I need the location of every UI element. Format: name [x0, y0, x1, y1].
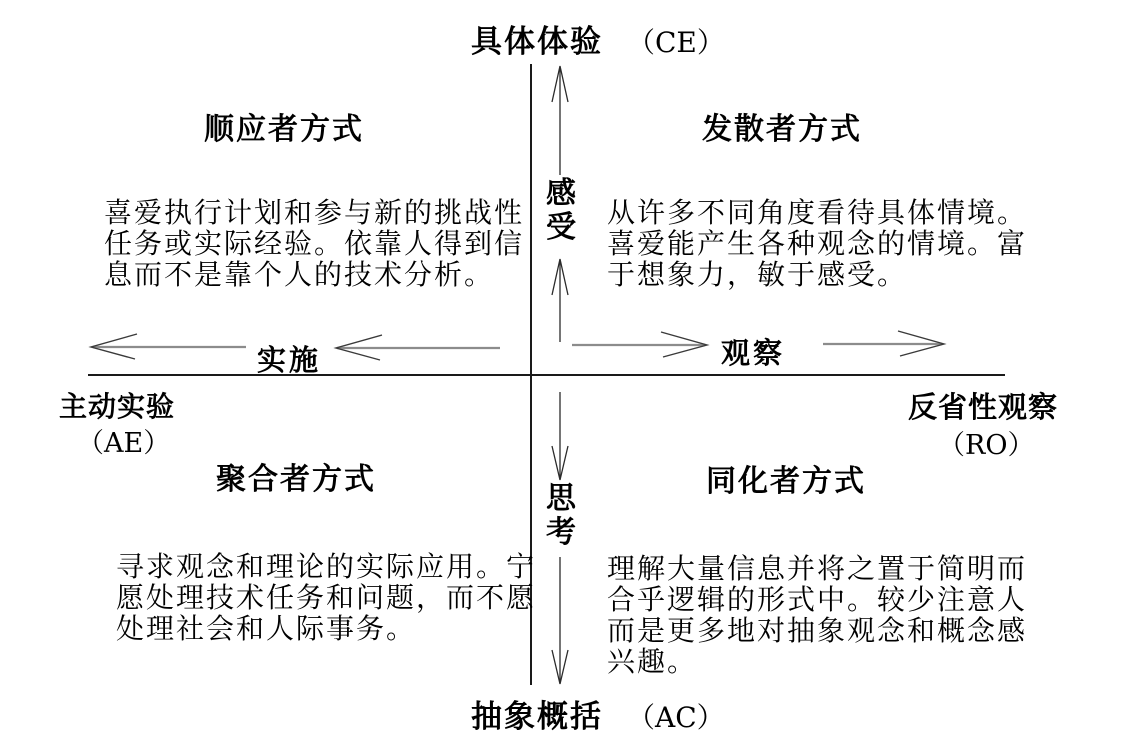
axis-word-watching: 观察: [721, 336, 786, 370]
pole-bottom-code: （AC）: [627, 701, 725, 734]
axis-word-feeling: 感受: [546, 176, 576, 245]
pole-reflective-observation: 反省性观察: [908, 390, 1059, 424]
pole-active-experimentation: 主动实验: [59, 390, 176, 423]
quadrant-description-converger: 寻求观念和理论的实际应用。宁愿处理技术任务和问题，而不愿处理社会和人际事务。: [116, 550, 537, 645]
quadrant-title-diverger: 发散者方式: [702, 112, 862, 147]
pole-right-code: （RO）: [938, 430, 1035, 461]
axis-word-doing: 实施: [257, 343, 322, 377]
pole-left-code: （AE）: [77, 428, 171, 459]
pole-top-code: （CE）: [627, 26, 725, 59]
pole-bottom-label: 抽象概括: [471, 699, 603, 735]
pole-concrete-experience: [471, 16, 725, 61]
quadrant-description-diverger: 从许多不同角度看待具体情境。喜爱能产生各种观念的情境。富于想象力，敏于感受。: [607, 196, 1028, 291]
quadrant-description-accommodator: 喜爱执行计划和参与新的挑战性任务或实际经验。依靠人得到信息而不是靠个人的技术分析。: [104, 196, 525, 291]
quadrant-title-assimilator: 同化者方式: [706, 464, 866, 499]
quadrant-title-converger: 聚合者方式: [216, 462, 376, 497]
quadrant-title-accommodator: 顺应者方式: [204, 112, 364, 147]
pole-top-label: 具体体验: [471, 24, 603, 60]
pole-abstract-conceptualization: [471, 691, 725, 736]
quadrant-description-assimilator: 理解大量信息并将之置于简明而合乎逻辑的形式中。较少注意人而是更多地对抽象观念和概念感兴趣。: [607, 552, 1028, 678]
axis-word-thinking: 思考: [546, 481, 576, 550]
